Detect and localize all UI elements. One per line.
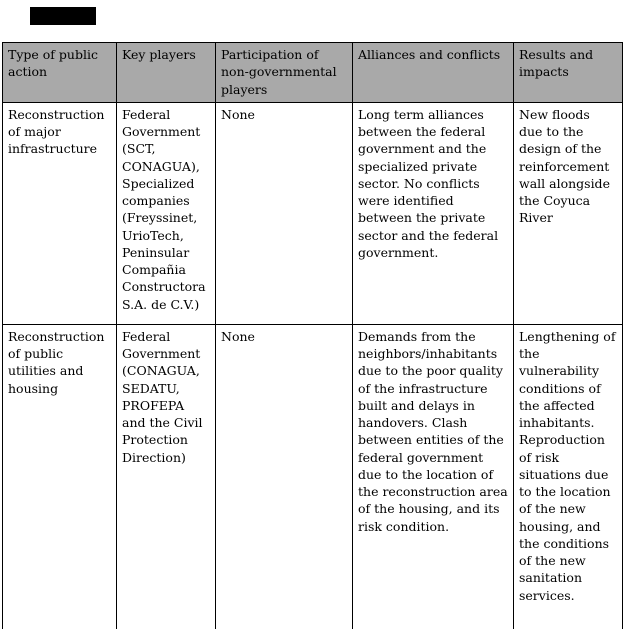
cell-action-infrastructure: Reconstruction of major infrastructure [3,102,117,324]
cell-action-utilities-housing: Reconstruction of public utilities and housing [3,324,117,629]
public-action-table [2,42,623,629]
cell-participation-utilities-housing: None [216,324,353,629]
cell-results-infrastructure: New floods due to the design of the reinforcement wall alongside the Coyuca River [514,102,623,324]
header-type-of-public-action: Type of public action [3,43,117,103]
header-participation-non-governmental: Participation of non-governmental players [216,43,353,103]
header-key-players: Key players [117,43,216,103]
header-alliances-and-conflicts: Alliances and conflicts [353,43,514,103]
cell-results-utilities-housing: Lengthening of the vulnerability conditions of the affected inhabitants. Reproduction of risk situations due to the location of the new housing, and the conditions of the new sanitation services. [514,324,623,629]
redacted-table-label [30,7,96,25]
cell-participation-infrastructure: None [216,102,353,324]
header-results-and-impacts: Results and impacts [514,43,623,103]
cell-alliances-infrastructure: Long term alliances between the federal government and the specialized private sector. No conflicts were identified between the private sector and the federal government. [353,102,514,324]
cell-key-players-infrastructure: Federal Government (SCT, CONAGUA), Specialized companies (Freyssinet, UrioTech, Peninsular Compañia Constructora S.A. de C.V.) [117,102,216,324]
table-row [3,102,623,324]
cell-alliances-utilities-housing: Demands from the neighbors/inhabitants due to the poor quality of the infrastructure built and delays in handovers. Clash between entities of the federal government due to the location of the reconstruction area of the housing, and its risk condition. [353,324,514,629]
cell-key-players-utilities-housing: Federal Government (CONAGUA, SEDATU, PROFEPA and the Civil Protection Direction) [117,324,216,629]
table-header-row [3,43,623,103]
table-row [3,324,623,629]
